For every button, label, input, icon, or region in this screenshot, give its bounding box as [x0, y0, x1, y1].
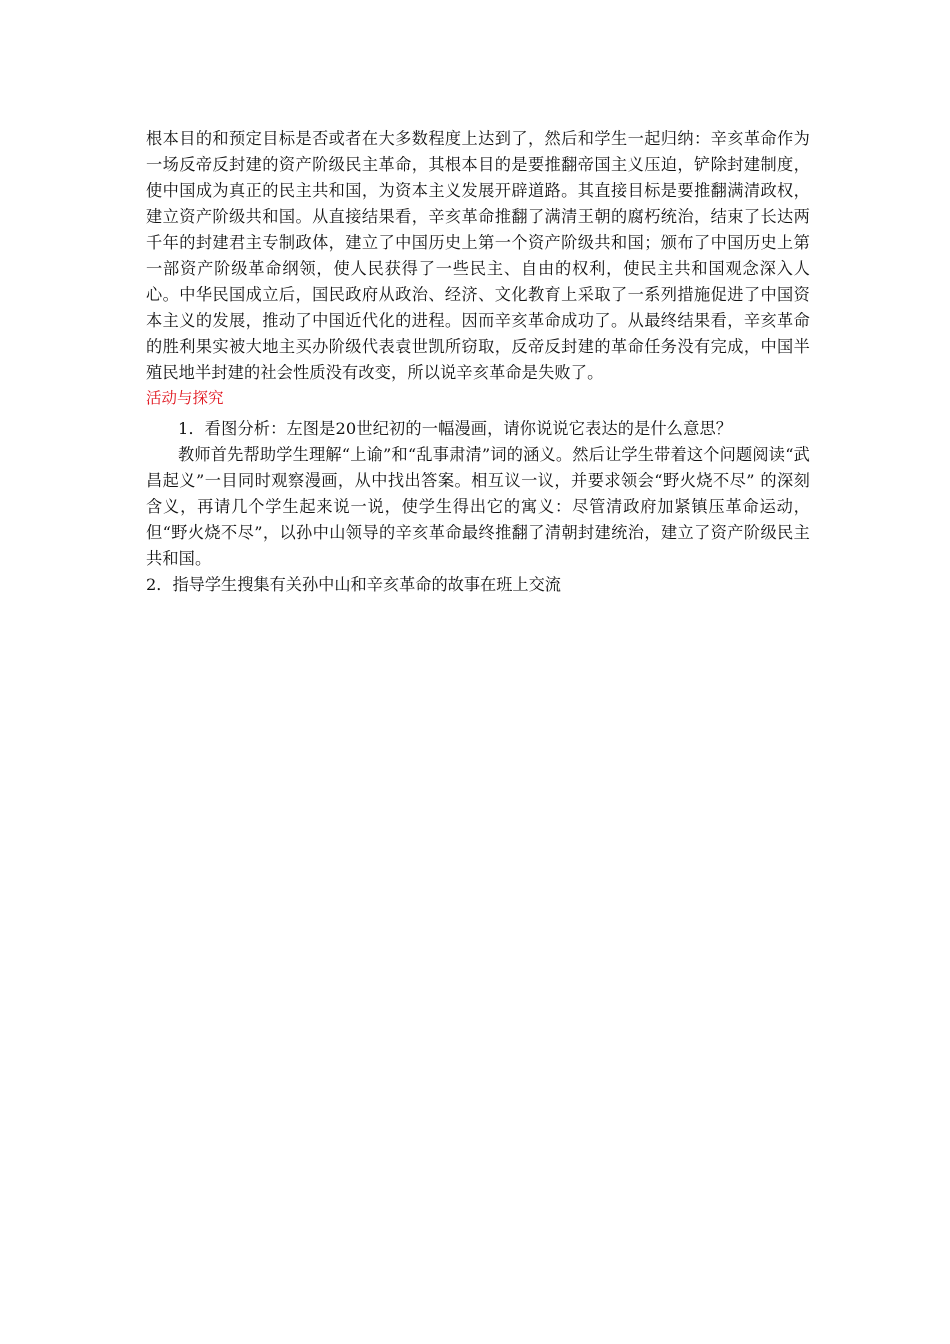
- section-heading: 活动与探究: [146, 389, 224, 407]
- document-body: [146, 126, 810, 598]
- item1-question: 1．看图分析：左图是20世纪初的一幅漫画，请你说说它表达的是什么意思？: [178, 419, 733, 438]
- item2: 2．指导学生搜集有关孙中山和辛亥革命的故事在班上交流: [146, 575, 561, 594]
- item1-explanation: 教师首先帮助学生理解“上谕”和“乱事肃清”词的涵义。然后让学生带着这个问题阅读“武昌起义”一目同时观察漫画，从中找出答案。相互议一议，并要求领会“野火烧不尽” 的深刻含义，再请几个学生起来说一说，使学生得出它的寓义：尽管清政府加紧镇压革命运动，但“野火烧不尽”，以孙中山领导的辛亥革命最终推翻了清朝封建统治，建立了资产阶级民主共和国。: [146, 445, 810, 568]
- intro-paragraph: 根本目的和预定目标是否或者在大多数程度上达到了，然后和学生一起归纳：辛亥革命作为一场反帝反封建的资产阶级民主革命，其根本目的是要推翻帝国主义压迫，铲除封建制度，使中国成为真正的民主共和国，为资本主义发展开辟道路。其直接目标是要推翻满清政权，建立资产阶级共和国。从直接结果看，辛亥革命推翻了满清王朝的腐朽统治，结束了长达两千年的封建君主专制政体，建立了中国历史上第一个资产阶级共和国；颁布了中国历史上第一部资产阶级革命纲领，使人民获得了一些民主、自由的权利，使民主共和国观念深入人心。中华民国成立后，国民政府从政治、经济、文化教育上采取了一系列措施促进了中国资本主义的发展，推动了中国近代化的进程。因而辛亥革命成功了。从最终结果看，辛亥革命的胜利果实被大地主买办阶级代表袁世凯所窃取，反帝反封建的革命任务没有完成，中国半殖民地半封建的社会性质没有改变，所以说辛亥革命是失败了。: [146, 129, 810, 382]
